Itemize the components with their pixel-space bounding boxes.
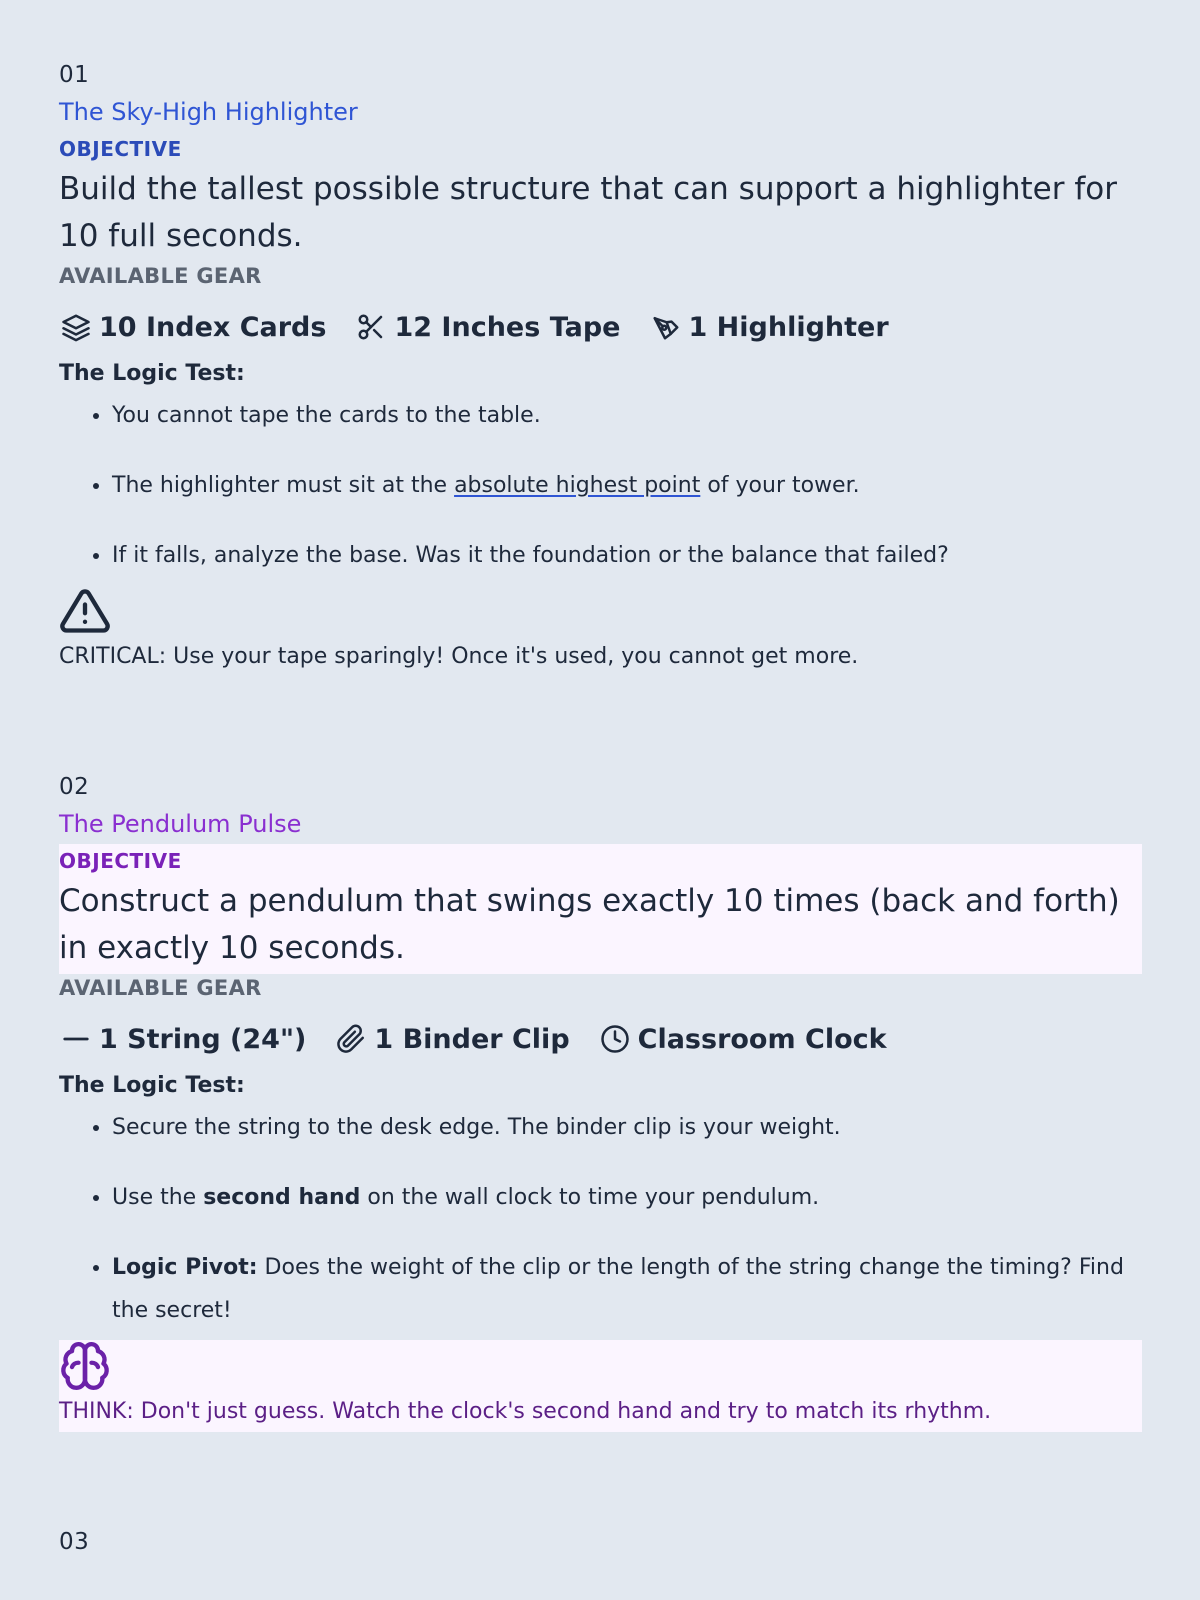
logic-heading: The Logic Test:: [59, 361, 245, 386]
card-number: 02: [59, 774, 90, 800]
gear-label: AVAILABLE GEAR: [59, 264, 262, 288]
rules-list: [59, 394, 1142, 577]
challenge-card-02: [59, 677, 1142, 1432]
pen-tool-icon: [649, 310, 683, 344]
gear-item: [598, 1022, 887, 1056]
card-number: 01: [59, 62, 90, 88]
think-note: [59, 1340, 1142, 1432]
objective-block: [59, 844, 1142, 974]
list-item: • You cannot tape the cards to the table.: [112, 394, 1142, 437]
paperclip-icon: [334, 1022, 368, 1056]
card-title: The Sky-High Highlighter: [59, 98, 358, 126]
note-text: CRITICAL: Use your tape sparingly! Once it's used, you cannot get more.: [59, 644, 859, 669]
gear-item-label: 12 Inches Tape: [394, 311, 621, 343]
gear-item: [649, 310, 889, 344]
gear-list: [59, 302, 1142, 352]
bold-text: Logic Pivot:: [112, 1255, 258, 1280]
gear-item-label: 1 String (24"): [99, 1023, 307, 1055]
layers-icon: [59, 310, 93, 344]
brain-icon: [59, 1340, 1142, 1392]
clock-icon: [598, 1022, 632, 1056]
gear-item-label: Classroom Clock: [637, 1023, 887, 1055]
gear-item-label: 1 Highlighter: [688, 311, 889, 343]
list-item: • Secure the string to the desk edge. The binder clip is your weight.: [112, 1106, 1142, 1149]
gear-item: [354, 310, 620, 344]
minus-icon: [59, 1022, 93, 1056]
gear-item: [59, 310, 326, 344]
objective-text: Build the tallest possible structure that can support a highlighter for 10 full seconds.: [59, 171, 1117, 254]
scissors-icon: [354, 310, 388, 344]
gear-label: AVAILABLE GEAR: [59, 976, 262, 1000]
gear-item: [334, 1022, 569, 1056]
gear-item-label: 10 Index Cards: [99, 311, 327, 343]
challenge-card-01: [59, 0, 1142, 677]
card-number: 03: [59, 1529, 90, 1555]
bold-text: second hand: [203, 1185, 361, 1210]
list-item: • The highlighter must sit at the absolute highest point of your tower.: [112, 464, 1142, 507]
gear-item: [59, 1022, 306, 1056]
gear-list: [59, 1014, 1142, 1064]
emphasis-text: absolute highest point: [454, 473, 701, 498]
rules-list: [59, 1106, 1142, 1332]
objective-block: [59, 132, 1142, 262]
challenge-card-03: [59, 1432, 1142, 1559]
card-title: The Pendulum Pulse: [59, 810, 302, 838]
note-text: THINK: Don't just guess. Watch the clock's second hand and try to match its rhythm.: [59, 1399, 992, 1424]
objective-label: OBJECTIVE: [59, 137, 182, 161]
list-item: • If it falls, analyze the base. Was it the foundation or the balance that failed?: [112, 534, 1142, 577]
gear-item-label: 1 Binder Clip: [374, 1023, 570, 1055]
logic-heading: The Logic Test:: [59, 1073, 245, 1098]
objective-label: OBJECTIVE: [59, 849, 182, 873]
list-item: • Use the second hand on the wall clock to time your pendulum.: [112, 1176, 1142, 1219]
alert-triangle-icon: [59, 585, 1142, 637]
critical-note: [59, 585, 1142, 677]
list-item: • Logic Pivot: Does the weight of the clip or the length of the string change the timing? Find the secret!: [112, 1246, 1142, 1332]
objective-text: Construct a pendulum that swings exactly 10 times (back and forth) in exactly 10 seconds.: [59, 883, 1120, 966]
